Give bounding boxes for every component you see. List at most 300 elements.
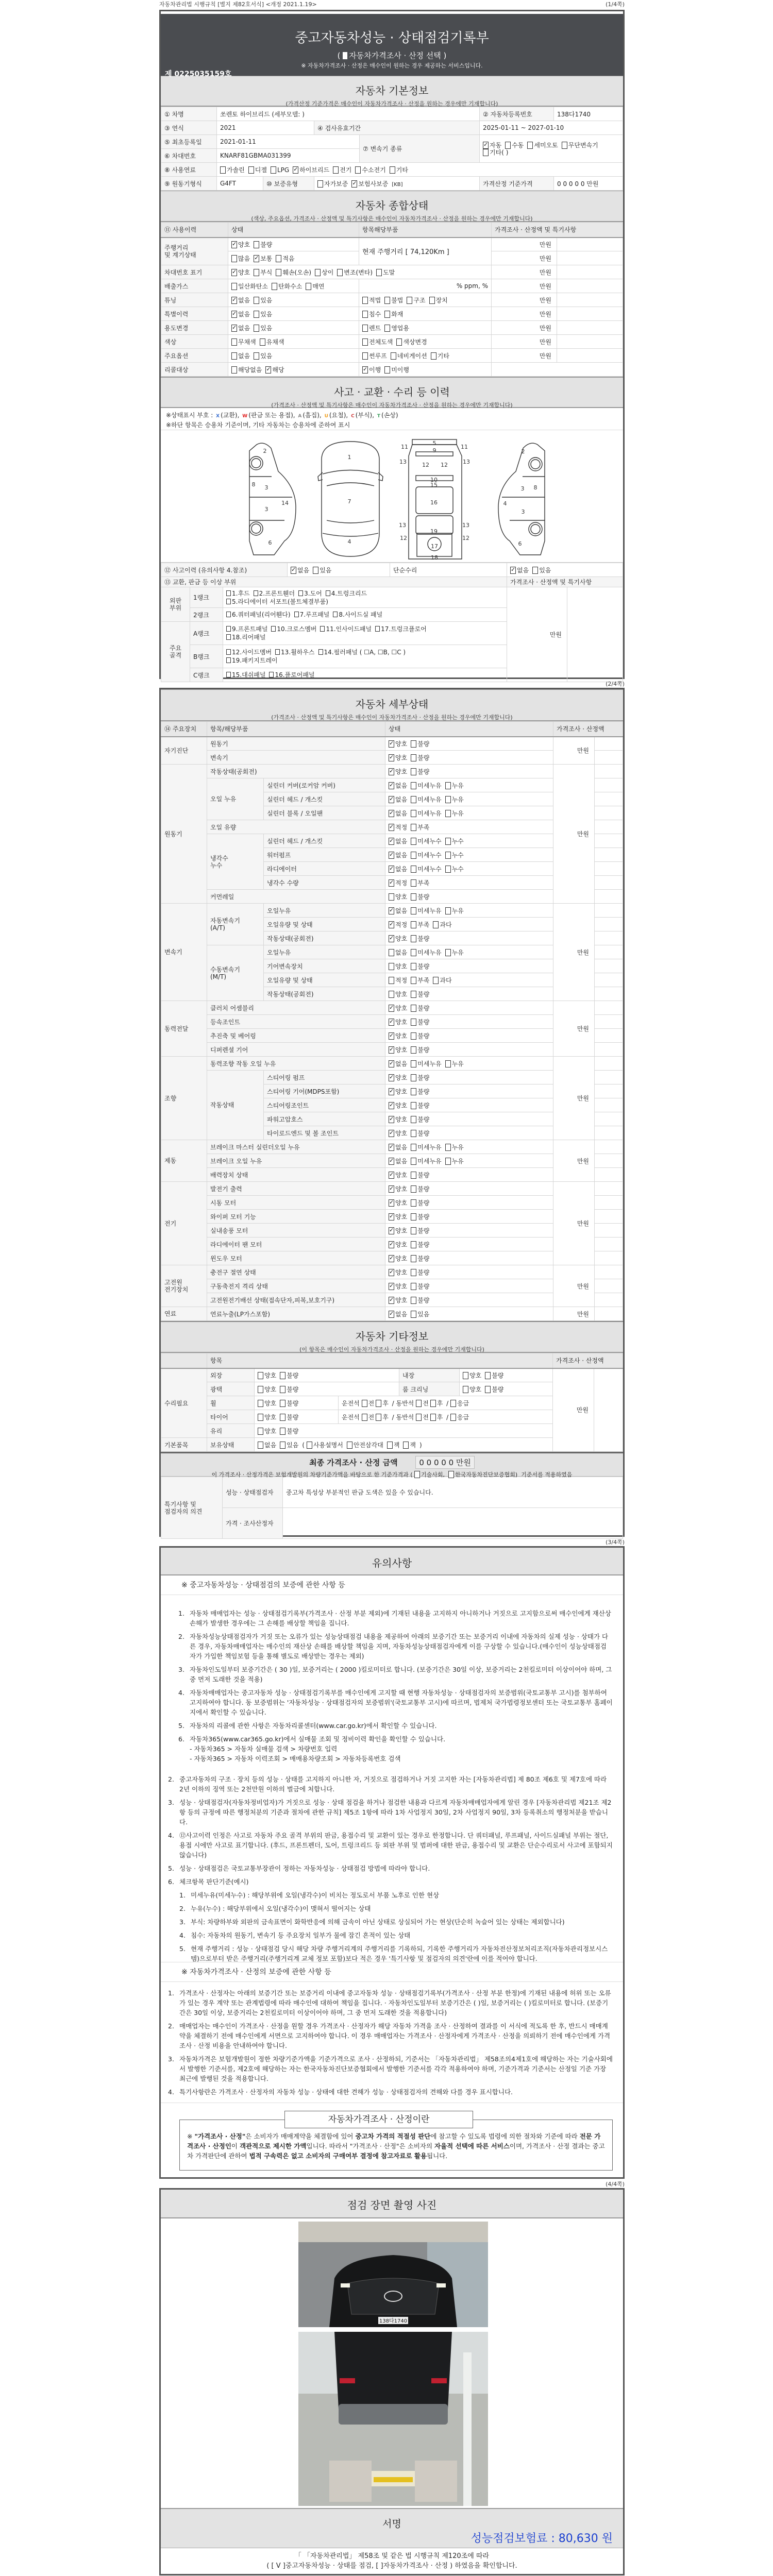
checkbox[interactable]	[333, 166, 339, 174]
part-checkbox[interactable]: 4.트렁크리드	[326, 589, 367, 598]
checkbox[interactable]	[362, 1414, 367, 1421]
checkbox-option[interactable]: 훼손(오손)	[276, 268, 311, 277]
checkbox-option[interactable]: 양호	[389, 990, 407, 998]
checkbox-option[interactable]: 없음	[258, 1440, 276, 1449]
checkbox-option[interactable]: 미세누유	[411, 809, 441, 818]
checkbox-option[interactable]: ✓ 양호	[389, 1129, 407, 1138]
checkbox-option[interactable]: 잭	[387, 1440, 400, 1449]
checkbox[interactable]	[433, 921, 439, 928]
checkbox-option[interactable]: ✓ 양호	[389, 1101, 407, 1110]
checkbox[interactable]	[411, 796, 416, 803]
checkbox-option[interactable]: 색상변경	[396, 337, 427, 346]
checkbox-option[interactable]: 부족	[411, 823, 429, 832]
position-option[interactable]: 전	[416, 1399, 429, 1408]
checkbox-option[interactable]: 미세누수	[411, 837, 441, 845]
checkbox-option[interactable]: 불량	[411, 1101, 429, 1110]
checkbox[interactable]	[387, 1442, 393, 1449]
checkbox-option[interactable]: ✓ 없음	[231, 324, 250, 332]
part-checkbox[interactable]: 15.대쉬패널	[226, 671, 265, 679]
part-checkbox[interactable]: 6.쿼터패널(리어휀다)	[226, 611, 291, 619]
checkbox[interactable]	[337, 269, 343, 276]
checkbox[interactable]	[411, 963, 416, 970]
checkbox-option[interactable]: 미이행	[384, 365, 409, 374]
checkbox-option[interactable]: 유채색	[260, 337, 284, 346]
checkbox[interactable]	[231, 352, 237, 360]
checkbox[interactable]	[411, 949, 416, 956]
checkbox[interactable]	[258, 1386, 263, 1393]
checkbox-option[interactable]: 기타( )	[483, 149, 508, 156]
checkbox-option[interactable]: 양호	[258, 1427, 276, 1435]
checkbox[interactable]	[389, 1046, 394, 1054]
checkbox[interactable]	[258, 1414, 263, 1421]
checkbox-option[interactable]: ✓ 양호	[389, 753, 407, 762]
checkbox-option[interactable]: 과다	[433, 920, 451, 929]
checkbox[interactable]	[362, 325, 368, 332]
checkbox-option[interactable]: 썬루프	[362, 351, 387, 360]
part-checkbox[interactable]: 12.사이드멤버	[226, 648, 272, 656]
checkbox[interactable]	[411, 1074, 416, 1081]
checkbox[interactable]	[389, 810, 394, 817]
checkbox-option[interactable]: ✓ 없음	[231, 296, 250, 304]
checkbox[interactable]	[326, 590, 330, 596]
checkbox[interactable]	[248, 166, 254, 174]
price-input[interactable]	[595, 1293, 623, 1307]
checkbox-option[interactable]: ✓ 양호	[389, 1018, 407, 1026]
checkbox[interactable]	[355, 166, 361, 174]
price-input[interactable]	[595, 1154, 623, 1168]
position-option[interactable]: 전	[416, 1413, 429, 1421]
checkbox[interactable]	[389, 1074, 394, 1081]
checkbox[interactable]	[258, 1372, 263, 1379]
checkbox[interactable]	[390, 166, 395, 174]
price-input[interactable]	[594, 1368, 623, 1452]
checkbox-option[interactable]: 양호	[258, 1371, 276, 1380]
price-input[interactable]	[595, 1168, 623, 1182]
checkbox-option[interactable]: 있음	[254, 351, 272, 360]
part-checkbox[interactable]: 16.플로어패널	[269, 671, 314, 679]
checkbox-option[interactable]: 잭	[403, 1440, 416, 1449]
checkbox[interactable]	[260, 338, 265, 346]
checkbox[interactable]	[280, 1442, 285, 1449]
checkbox[interactable]	[389, 1227, 394, 1234]
checkbox[interactable]	[280, 1372, 285, 1379]
checkbox-option[interactable]: ✓ 양호	[389, 1254, 407, 1263]
checkbox-option[interactable]: 양호	[389, 962, 407, 971]
checkbox-option[interactable]: 화재	[384, 310, 403, 318]
part-checkbox[interactable]: 8.사이드실 패널	[333, 611, 382, 619]
checkbox-option[interactable]: ✓ 양호	[389, 1268, 407, 1277]
checkbox[interactable]	[254, 590, 258, 596]
checkbox[interactable]	[411, 1227, 416, 1234]
checkbox-option[interactable]: 무채색	[231, 337, 256, 346]
checkbox-option[interactable]: 적음	[276, 254, 294, 263]
checkbox-option[interactable]: 불량	[411, 1004, 429, 1012]
checkbox-option[interactable]: 불량	[280, 1371, 298, 1380]
checkbox-option[interactable]: 자가보증	[317, 179, 348, 188]
checkbox-option[interactable]: 불량	[411, 1045, 429, 1054]
checkbox-option[interactable]: 사용설명서	[307, 1440, 343, 1449]
checkbox-option[interactable]: ✓ 없음	[389, 837, 407, 845]
checkbox[interactable]	[362, 366, 368, 374]
checkbox-option[interactable]: ✓ 적정	[389, 878, 407, 887]
price-input[interactable]	[595, 1265, 623, 1279]
checkbox-option[interactable]: ✓ 없음	[389, 1310, 407, 1318]
part-checkbox[interactable]: 19.패키지트레이	[226, 656, 278, 665]
checkbox-option[interactable]: 누유	[445, 781, 464, 790]
checkbox[interactable]	[317, 180, 323, 188]
checkbox[interactable]	[483, 142, 489, 149]
price-input[interactable]	[595, 778, 623, 792]
checkbox[interactable]	[445, 796, 451, 803]
checkbox-option[interactable]: 디젤	[248, 165, 267, 174]
checkbox[interactable]	[313, 567, 318, 574]
checkbox[interactable]	[389, 1102, 394, 1109]
checkbox[interactable]	[231, 297, 237, 304]
checkbox-option[interactable]: ✓양호	[231, 240, 250, 249]
checkbox[interactable]	[430, 1414, 436, 1421]
checkbox[interactable]	[226, 657, 231, 663]
checkbox[interactable]	[280, 1400, 285, 1407]
price-input[interactable]	[557, 307, 623, 321]
checkbox-option[interactable]: ✓ 양호	[231, 268, 250, 277]
price-input[interactable]	[595, 876, 623, 890]
checkbox-option[interactable]: 양호	[258, 1399, 276, 1408]
checkbox[interactable]	[450, 1414, 456, 1421]
checkbox-option[interactable]: ✓ 없음	[389, 865, 407, 873]
checkbox[interactable]	[411, 768, 416, 775]
part-checkbox[interactable]: 18.리어패널	[226, 633, 265, 641]
checkbox[interactable]	[306, 283, 311, 290]
checkbox[interactable]	[389, 1158, 394, 1165]
checkbox[interactable]	[389, 1297, 394, 1304]
price-input[interactable]	[595, 945, 623, 959]
checkbox[interactable]	[411, 1060, 416, 1067]
checkbox[interactable]	[384, 311, 390, 318]
checkbox[interactable]	[411, 1019, 416, 1026]
price-input[interactable]	[595, 1071, 623, 1084]
checkbox-option[interactable]: ✓ 없음	[389, 1143, 407, 1151]
checkbox-option[interactable]: 탄화수소	[272, 282, 302, 291]
checkbox[interactable]	[430, 1400, 436, 1407]
checkbox-option[interactable]: 가솔린	[220, 165, 245, 174]
checkbox[interactable]	[389, 1088, 394, 1095]
price-input[interactable]	[557, 335, 623, 349]
checkbox[interactable]	[389, 1283, 394, 1290]
checkbox-option[interactable]: ✓ 양호	[389, 1073, 407, 1082]
checkbox[interactable]	[411, 824, 416, 831]
checkbox[interactable]	[411, 810, 416, 817]
checkbox-option[interactable]: 불량	[411, 990, 429, 998]
checkbox[interactable]	[414, 1471, 420, 1478]
checkbox[interactable]	[389, 921, 394, 928]
checkbox[interactable]	[376, 269, 382, 276]
checkbox[interactable]	[280, 1414, 285, 1421]
checkbox[interactable]	[411, 1269, 416, 1276]
checkbox-option[interactable]: 불량	[411, 1198, 429, 1207]
checkbox[interactable]	[445, 852, 451, 859]
checkbox[interactable]	[389, 893, 394, 901]
checkbox[interactable]	[389, 1005, 394, 1012]
checkbox-option[interactable]: 불량	[411, 1087, 429, 1096]
checkbox-option[interactable]: 기타	[390, 165, 408, 174]
checkbox-option[interactable]: 불량	[411, 892, 429, 901]
selection-box[interactable]	[343, 52, 347, 59]
checkbox-option[interactable]: 불량	[411, 1296, 429, 1304]
checkbox-option[interactable]: 누유	[445, 1059, 464, 1068]
checkbox-option[interactable]: ✓ 양호	[389, 1198, 407, 1207]
price-input[interactable]	[595, 1084, 623, 1098]
checkbox[interactable]	[389, 754, 394, 761]
checkbox-option[interactable]: ✓ 양호	[389, 767, 407, 776]
checkbox[interactable]	[389, 782, 394, 789]
price-input[interactable]	[557, 321, 623, 335]
checkbox[interactable]	[391, 352, 396, 360]
checkbox[interactable]	[254, 241, 259, 248]
checkbox-option[interactable]: 적정	[389, 976, 407, 985]
checkbox[interactable]	[389, 852, 394, 859]
price-input[interactable]	[595, 792, 623, 806]
checkbox[interactable]	[389, 949, 394, 956]
checkbox[interactable]	[411, 907, 416, 914]
checkbox-option[interactable]: 미세누유	[411, 1143, 441, 1151]
checkbox[interactable]	[532, 567, 538, 574]
checkbox[interactable]	[307, 1442, 312, 1449]
checkbox-option[interactable]: 누유	[445, 948, 464, 957]
price-input[interactable]	[595, 987, 623, 1001]
checkbox[interactable]	[389, 935, 394, 942]
checkbox[interactable]	[389, 838, 394, 845]
checkbox[interactable]	[231, 325, 237, 332]
checkbox[interactable]	[254, 352, 259, 360]
checkbox[interactable]	[411, 1158, 416, 1165]
price-input[interactable]	[595, 1140, 623, 1154]
checkbox[interactable]	[411, 893, 416, 901]
checkbox-option[interactable]: 불량	[411, 1212, 429, 1221]
price-input[interactable]	[595, 1224, 623, 1238]
checkbox-option[interactable]: 불량	[411, 1073, 429, 1082]
checkbox[interactable]	[389, 1241, 394, 1248]
checkbox[interactable]	[411, 838, 416, 845]
checkbox[interactable]	[485, 1386, 491, 1393]
checkbox-option[interactable]: 한국자동차진단보증협회)	[448, 1470, 517, 1479]
price-input[interactable]	[595, 848, 623, 862]
checkbox-option[interactable]: 세미오토	[527, 142, 558, 149]
checkbox[interactable]	[231, 241, 237, 248]
checkbox[interactable]	[389, 740, 394, 748]
checkbox[interactable]	[411, 1255, 416, 1262]
checkbox-option[interactable]: 렌트	[362, 324, 381, 332]
checkbox-option[interactable]: 있음	[254, 324, 272, 332]
checkbox[interactable]	[463, 1386, 468, 1393]
checkbox-option[interactable]: ✓ 없음	[389, 795, 407, 804]
checkbox-option[interactable]: 기타	[431, 351, 449, 360]
checkbox-option[interactable]: ✓ 양호	[389, 1004, 407, 1012]
price-input[interactable]	[595, 890, 623, 904]
checkbox-option[interactable]: ✓ 없음	[389, 809, 407, 818]
checkbox-option[interactable]: 누수	[445, 851, 464, 859]
checkbox[interactable]	[362, 338, 368, 346]
checkbox-option[interactable]: ✓자동	[483, 142, 501, 149]
checkbox[interactable]	[258, 1400, 263, 1407]
checkbox[interactable]	[429, 297, 435, 304]
checkbox-option[interactable]: 무단변속기	[562, 142, 598, 149]
checkbox-option[interactable]: 적법	[362, 296, 381, 304]
checkbox[interactable]	[445, 838, 451, 845]
checkbox-option[interactable]: ✓ 하이브리드	[293, 165, 329, 174]
checkbox[interactable]	[271, 626, 276, 632]
checkbox-option[interactable]: 많음	[231, 254, 250, 263]
checkbox[interactable]	[389, 1130, 394, 1137]
checkbox[interactable]	[258, 1428, 263, 1435]
price-input[interactable]	[595, 918, 623, 931]
checkbox-option[interactable]: ✓ 적정	[389, 823, 407, 832]
checkbox-option[interactable]: LPG	[271, 166, 289, 174]
checkbox[interactable]	[389, 1255, 394, 1262]
checkbox[interactable]	[362, 311, 368, 318]
checkbox-option[interactable]: 불량	[411, 1129, 429, 1138]
price-input[interactable]	[595, 1279, 623, 1293]
price-input[interactable]	[557, 349, 623, 363]
price-input[interactable]	[595, 1015, 623, 1029]
price-input[interactable]	[595, 1043, 623, 1057]
price-input[interactable]	[595, 931, 623, 945]
checkbox-option[interactable]: ✓ 없음	[231, 310, 250, 318]
price-input[interactable]	[595, 834, 623, 848]
checkbox-option[interactable]: 일산화탄소	[231, 282, 268, 291]
checkbox-option[interactable]: 있음	[254, 296, 272, 304]
checkbox-option[interactable]: 영업용	[384, 324, 409, 332]
part-checkbox[interactable]: 11.인사이드패널	[320, 625, 372, 633]
checkbox-option[interactable]: ✓ 해당	[265, 365, 284, 374]
checkbox[interactable]	[403, 1442, 409, 1449]
checkbox-option[interactable]: 있음	[280, 1440, 298, 1449]
checkbox-option[interactable]: ✓ 보통	[254, 254, 272, 263]
checkbox-option[interactable]: 불량	[485, 1371, 503, 1380]
checkbox-option[interactable]: 해당없음	[231, 365, 262, 374]
checkbox[interactable]	[389, 977, 394, 984]
checkbox[interactable]	[254, 325, 259, 332]
checkbox[interactable]	[280, 1386, 285, 1393]
checkbox[interactable]	[384, 366, 390, 374]
checkbox[interactable]	[411, 1116, 416, 1123]
checkbox-option[interactable]: 불량	[485, 1385, 503, 1394]
checkbox[interactable]	[389, 1199, 394, 1207]
checkbox-option[interactable]: ✓ 양호	[389, 1087, 407, 1096]
checkbox-option[interactable]: ✓ 적정	[389, 920, 407, 929]
checkbox[interactable]	[320, 626, 325, 632]
checkbox-option[interactable]: 불량	[280, 1399, 298, 1408]
checkbox-option[interactable]: 양호	[258, 1413, 276, 1421]
price-input[interactable]	[595, 751, 623, 765]
checkbox-option[interactable]: 미세누유	[411, 906, 441, 915]
checkbox-option[interactable]: ✓ 양호	[389, 1212, 407, 1221]
checkbox[interactable]	[483, 149, 489, 156]
checkbox-option[interactable]: 미세누유	[411, 781, 441, 790]
checkbox-option[interactable]: 불량	[280, 1413, 298, 1421]
price-input[interactable]	[595, 904, 623, 918]
part-checkbox[interactable]: 3.도어	[298, 589, 322, 598]
checkbox-option[interactable]: 변조(변타)	[337, 268, 373, 277]
checkbox[interactable]	[389, 1172, 394, 1179]
checkbox-option[interactable]: 수동	[505, 142, 524, 149]
checkbox[interactable]	[411, 1088, 416, 1095]
checkbox[interactable]	[411, 1046, 416, 1054]
position-option[interactable]: 전	[362, 1399, 375, 1408]
price-input[interactable]	[595, 806, 623, 820]
checkbox-option[interactable]: 불량	[411, 962, 429, 971]
price-input[interactable]	[595, 1307, 623, 1321]
price-input[interactable]	[595, 1057, 623, 1071]
checkbox[interactable]	[294, 612, 299, 617]
checkbox[interactable]	[445, 1158, 451, 1165]
checkbox-option[interactable]: ✓ 보험사보증	[351, 179, 388, 188]
checkbox-option[interactable]: 도말	[376, 268, 395, 277]
checkbox[interactable]	[445, 907, 451, 914]
checkbox-option[interactable]: ✓ 없음	[389, 851, 407, 859]
checkbox[interactable]	[411, 1297, 416, 1304]
checkbox[interactable]	[445, 866, 451, 873]
checkbox-option[interactable]: 있음	[254, 310, 272, 318]
checkbox[interactable]	[411, 740, 416, 748]
checkbox[interactable]	[280, 1428, 285, 1435]
checkbox-option[interactable]: 누유	[445, 809, 464, 818]
checkbox[interactable]	[389, 1060, 394, 1067]
checkbox-option[interactable]: 불량	[411, 1240, 429, 1249]
price-input[interactable]	[557, 279, 623, 293]
checkbox-option[interactable]: ✓ 양호	[389, 1045, 407, 1054]
part-checkbox[interactable]: 14.필러패널 ( ☐A, ☐B, ☐C )	[318, 648, 406, 656]
checkbox-option[interactable]: 양호	[463, 1371, 481, 1380]
checkbox[interactable]	[411, 1172, 416, 1179]
checkbox[interactable]	[254, 311, 259, 318]
checkbox[interactable]	[407, 297, 412, 304]
position-option[interactable]: 후	[430, 1413, 443, 1421]
checkbox[interactable]	[411, 754, 416, 761]
checkbox-option[interactable]: 불량	[411, 767, 429, 776]
part-checkbox[interactable]: 17.트렁크플로어	[375, 625, 427, 633]
checkbox-option[interactable]: 양호	[389, 892, 407, 901]
checkbox[interactable]	[269, 672, 274, 677]
checkbox-option[interactable]: 부족	[411, 976, 429, 985]
checkbox[interactable]	[226, 649, 231, 655]
checkbox-option[interactable]: 불량	[280, 1385, 298, 1394]
checkbox-option[interactable]: 미세누유	[411, 1059, 441, 1068]
checkbox-option[interactable]: 부식	[254, 268, 272, 277]
price-input[interactable]	[595, 1001, 623, 1015]
checkbox-option[interactable]: 전기	[333, 165, 351, 174]
checkbox[interactable]	[411, 1130, 416, 1137]
checkbox[interactable]	[389, 963, 394, 970]
checkbox[interactable]	[389, 1144, 394, 1151]
checkbox[interactable]	[396, 338, 402, 346]
checkbox[interactable]	[389, 1185, 394, 1193]
price-input[interactable]	[595, 959, 623, 973]
checkbox[interactable]	[445, 1144, 451, 1151]
checkbox[interactable]	[510, 567, 516, 574]
checkbox[interactable]	[389, 879, 394, 887]
checkbox[interactable]	[411, 782, 416, 789]
checkbox[interactable]	[389, 991, 394, 998]
checkbox-option[interactable]: ✓ 없음	[389, 781, 407, 790]
checkbox[interactable]	[389, 1032, 394, 1040]
checkbox[interactable]	[389, 907, 394, 914]
part-checkbox[interactable]: 5.라디에이터 서포트(볼트체결부품)	[226, 598, 328, 606]
part-checkbox[interactable]: 9.프론트패널	[226, 625, 267, 633]
checkbox-option[interactable]: 침수	[362, 310, 381, 318]
checkbox-option[interactable]: 불량	[411, 1171, 429, 1179]
price-input[interactable]	[595, 862, 623, 876]
checkbox[interactable]	[333, 612, 338, 617]
